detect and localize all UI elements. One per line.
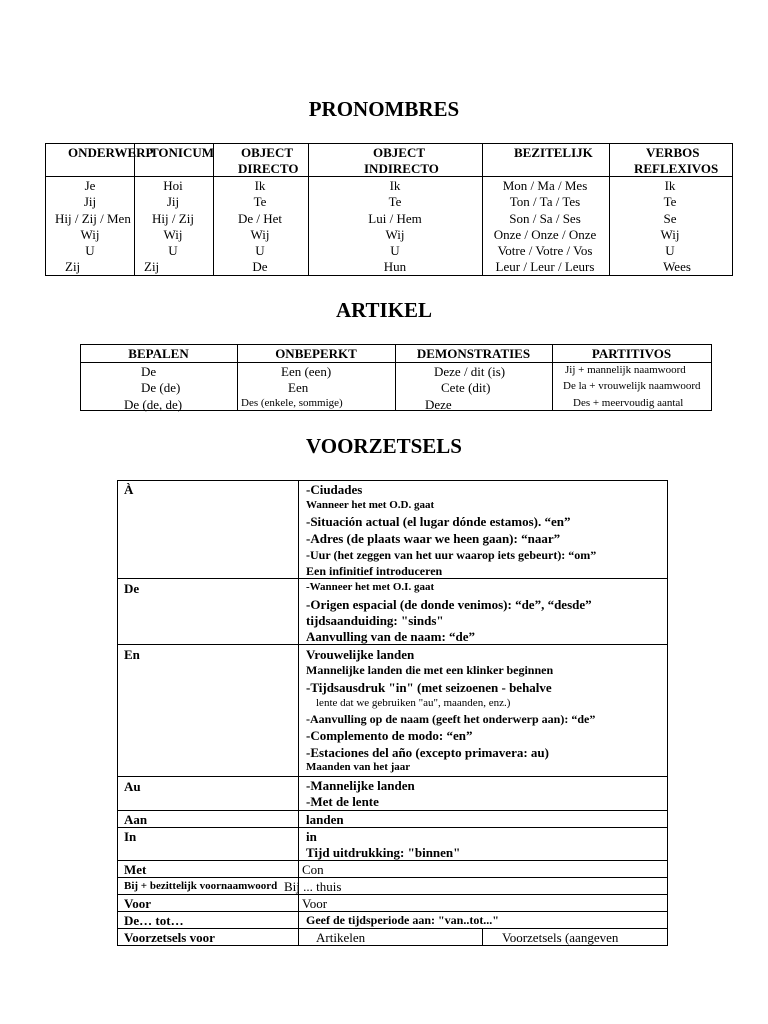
table-cell: Ik — [254, 178, 266, 193]
column-header: PARTITIVOS — [591, 346, 672, 361]
table-cell: Een — [288, 380, 309, 395]
preposition-label: De… tot… — [124, 913, 184, 928]
table-cell: Wij — [385, 226, 405, 242]
table-border — [482, 143, 483, 276]
rule-text: -Estaciones del año (excepto primavera: au) — [306, 745, 549, 760]
table-cell: Son / Sa / Ses — [509, 210, 581, 226]
preposition-label: In — [124, 829, 137, 844]
column-header: REFLEXIVOS — [634, 161, 719, 176]
rule-text: Artikelen — [316, 930, 366, 945]
table-cell: Mon / Ma / Mes — [502, 178, 588, 193]
artikel-title: ARTIKEL — [335, 298, 433, 322]
table-border — [482, 928, 483, 946]
table-cell: U — [255, 243, 265, 259]
table-border — [117, 894, 668, 895]
pronoun-column — [484, 178, 606, 276]
table-cell: Zij — [65, 259, 81, 275]
table-cell: Cete (dit) — [441, 380, 491, 395]
table-border — [117, 928, 668, 929]
pronoun-column — [640, 178, 700, 276]
preposition-label: Voor — [124, 896, 151, 911]
table-border — [213, 143, 214, 276]
table-cell: De la + vrouwelijk naamwoord — [563, 380, 701, 392]
table-cell: Wij — [80, 226, 100, 242]
rule-text: landen — [306, 812, 344, 827]
table-cell: Zij — [144, 259, 160, 275]
pronoun-column — [220, 178, 300, 276]
column-header: VERBOS — [646, 145, 700, 160]
table-cell: Onze / Onze / Onze — [493, 226, 597, 242]
rule-text: tijdsaanduiding: "sinds" — [306, 613, 444, 628]
table-cell: Leur / Leur / Leurs — [495, 259, 595, 275]
column-header: BEPALEN — [128, 346, 189, 361]
table-cell: Jij + mannelijk naamwoord — [565, 364, 686, 376]
rule-text: -Complemento de modo: “en” — [306, 728, 473, 743]
table-cell: De — [141, 364, 157, 379]
rule-text: -Wanneer het met O.I. gaat — [306, 581, 435, 593]
table-border — [732, 143, 733, 276]
table-cell: Hij / Zij / Men — [55, 210, 131, 226]
pronoun-column — [55, 178, 131, 276]
table-cell: Des (enkele, sommige) — [241, 397, 343, 409]
rule-text: -Situación actual (el lugar dónde estamos). “en” — [306, 514, 571, 529]
rule-text: -Adres (de plaats waar we heen gaan): “naar” — [306, 531, 561, 546]
table-cell: U — [85, 243, 95, 259]
table-cell: Votre / Votre / Vos — [497, 243, 593, 259]
preposition-label: Met — [124, 862, 147, 877]
rule-text: -Ciudades — [306, 482, 363, 497]
rule-text: -Mannelijke landen — [306, 778, 415, 793]
table-border — [117, 810, 668, 811]
table-cell: Te — [663, 194, 677, 210]
voorzetsels-title: VOORZETSELS — [306, 434, 462, 458]
column-header: ONBEPERKT — [275, 346, 357, 361]
rule-text: Tijd uitdrukking: "binnen" — [306, 845, 461, 860]
table-cell: Se — [663, 210, 677, 226]
table-cell: U — [665, 243, 675, 259]
table-border — [80, 344, 712, 345]
rule-text: Een infinitief introduceren — [306, 564, 443, 578]
table-border — [117, 827, 668, 828]
rule-text: Aanvulling van de naam: “de” — [306, 629, 476, 644]
table-cell: Jij — [83, 194, 97, 210]
rule-text: lente dat we gebruiken "au", maanden, enz.) — [316, 697, 511, 709]
rule-text: -Uur (het zeggen van het uur waarop iets gebeurt): “om” — [306, 548, 597, 562]
column-header: DIRECTO — [238, 161, 299, 176]
table-border — [134, 143, 135, 276]
table-cell: Hun — [383, 259, 407, 275]
preposition-label: Au — [124, 779, 141, 794]
table-cell: U — [168, 243, 178, 259]
table-border — [117, 776, 668, 777]
preposition-label: De — [124, 581, 140, 596]
table-cell: Deze / dit (is) — [434, 364, 506, 379]
table-cell: Lui / Hem — [368, 210, 422, 226]
rule-text: Voorzetsels (aangeven — [502, 930, 619, 945]
table-cell: Te — [388, 194, 402, 210]
rule-text: Geef de tijdsperiode aan: "van..tot..." — [306, 913, 499, 927]
table-cell: Deze — [425, 397, 452, 412]
pronombres-title: PRONOMBRES — [308, 97, 460, 121]
rule-text: Wanneer het met O.D. gaat — [306, 499, 435, 511]
table-cell: Hoi — [163, 178, 183, 193]
preposition-label: À — [124, 482, 134, 497]
table-cell: De (de) — [141, 380, 181, 395]
table-cell: U — [390, 243, 400, 259]
column-header: OBJECT — [373, 145, 426, 160]
table-cell: De / Het — [237, 210, 283, 226]
rule-text: Vrouwelijke landen — [306, 647, 415, 662]
table-border — [711, 344, 712, 411]
table-cell: De — [252, 259, 268, 275]
column-header: BEZITELIJK — [514, 145, 593, 160]
rule-text: Con — [302, 862, 324, 877]
preposition-label: Voorzetsels voor — [124, 930, 215, 945]
table-border — [117, 480, 668, 481]
column-header: TONICUM — [150, 145, 215, 160]
column-header: ONDERWERP — [68, 145, 154, 160]
table-cell: Des + meervoudig aantal — [573, 397, 684, 409]
table-cell: Wij — [660, 226, 680, 242]
table-border — [609, 143, 610, 276]
table-cell: Te — [253, 194, 267, 210]
table-cell: Ton / Ta / Tes — [509, 194, 581, 210]
rule-text: Voor — [302, 896, 328, 911]
table-cell: Wij — [250, 226, 270, 242]
table-cell: Hij / Zij — [152, 210, 194, 226]
table-cell: Een (een) — [281, 364, 332, 379]
column-header: DEMONSTRATIES — [416, 346, 531, 361]
column-header: OBJECT — [241, 145, 294, 160]
table-cell: Wees — [663, 259, 691, 275]
rule-text: -Origen espacial (de donde venimos): “de”, “desde” — [306, 597, 592, 612]
preposition-label: Aan — [124, 812, 148, 827]
table-cell: Je — [84, 178, 96, 193]
rule-text: Maanden van het jaar — [306, 761, 411, 773]
table-border — [45, 143, 733, 144]
table-cell: Jij — [166, 194, 180, 210]
table-cell: Wij — [163, 226, 183, 242]
table-border — [45, 143, 46, 276]
rule-text: Mannelijke landen die met een klinker beginnen — [306, 663, 554, 677]
column-header: INDIRECTO — [364, 161, 439, 176]
rule-text: Bij ... thuis — [284, 879, 342, 894]
rule-text: -Met de lente — [306, 794, 379, 809]
table-cell: Ik — [389, 178, 401, 193]
rule-text: in — [306, 829, 317, 844]
table-cell: Ik — [664, 178, 676, 193]
table-border — [117, 911, 668, 912]
table-border — [117, 877, 668, 878]
table-cell: De (de, de) — [124, 397, 183, 412]
rule-text: -Aanvulling op de naam (geeft het onderwerp aan): “de” — [306, 712, 596, 726]
table-border — [80, 362, 712, 363]
preposition-label: Bij + bezittelijk voornaamwoord — [124, 880, 278, 892]
table-border — [308, 143, 309, 276]
pronoun-column — [345, 178, 445, 276]
preposition-label: En — [124, 647, 140, 662]
rule-text: -Tijdsausdruk "in" (met seizoenen - behalve — [306, 680, 552, 695]
pronoun-column — [140, 178, 206, 276]
